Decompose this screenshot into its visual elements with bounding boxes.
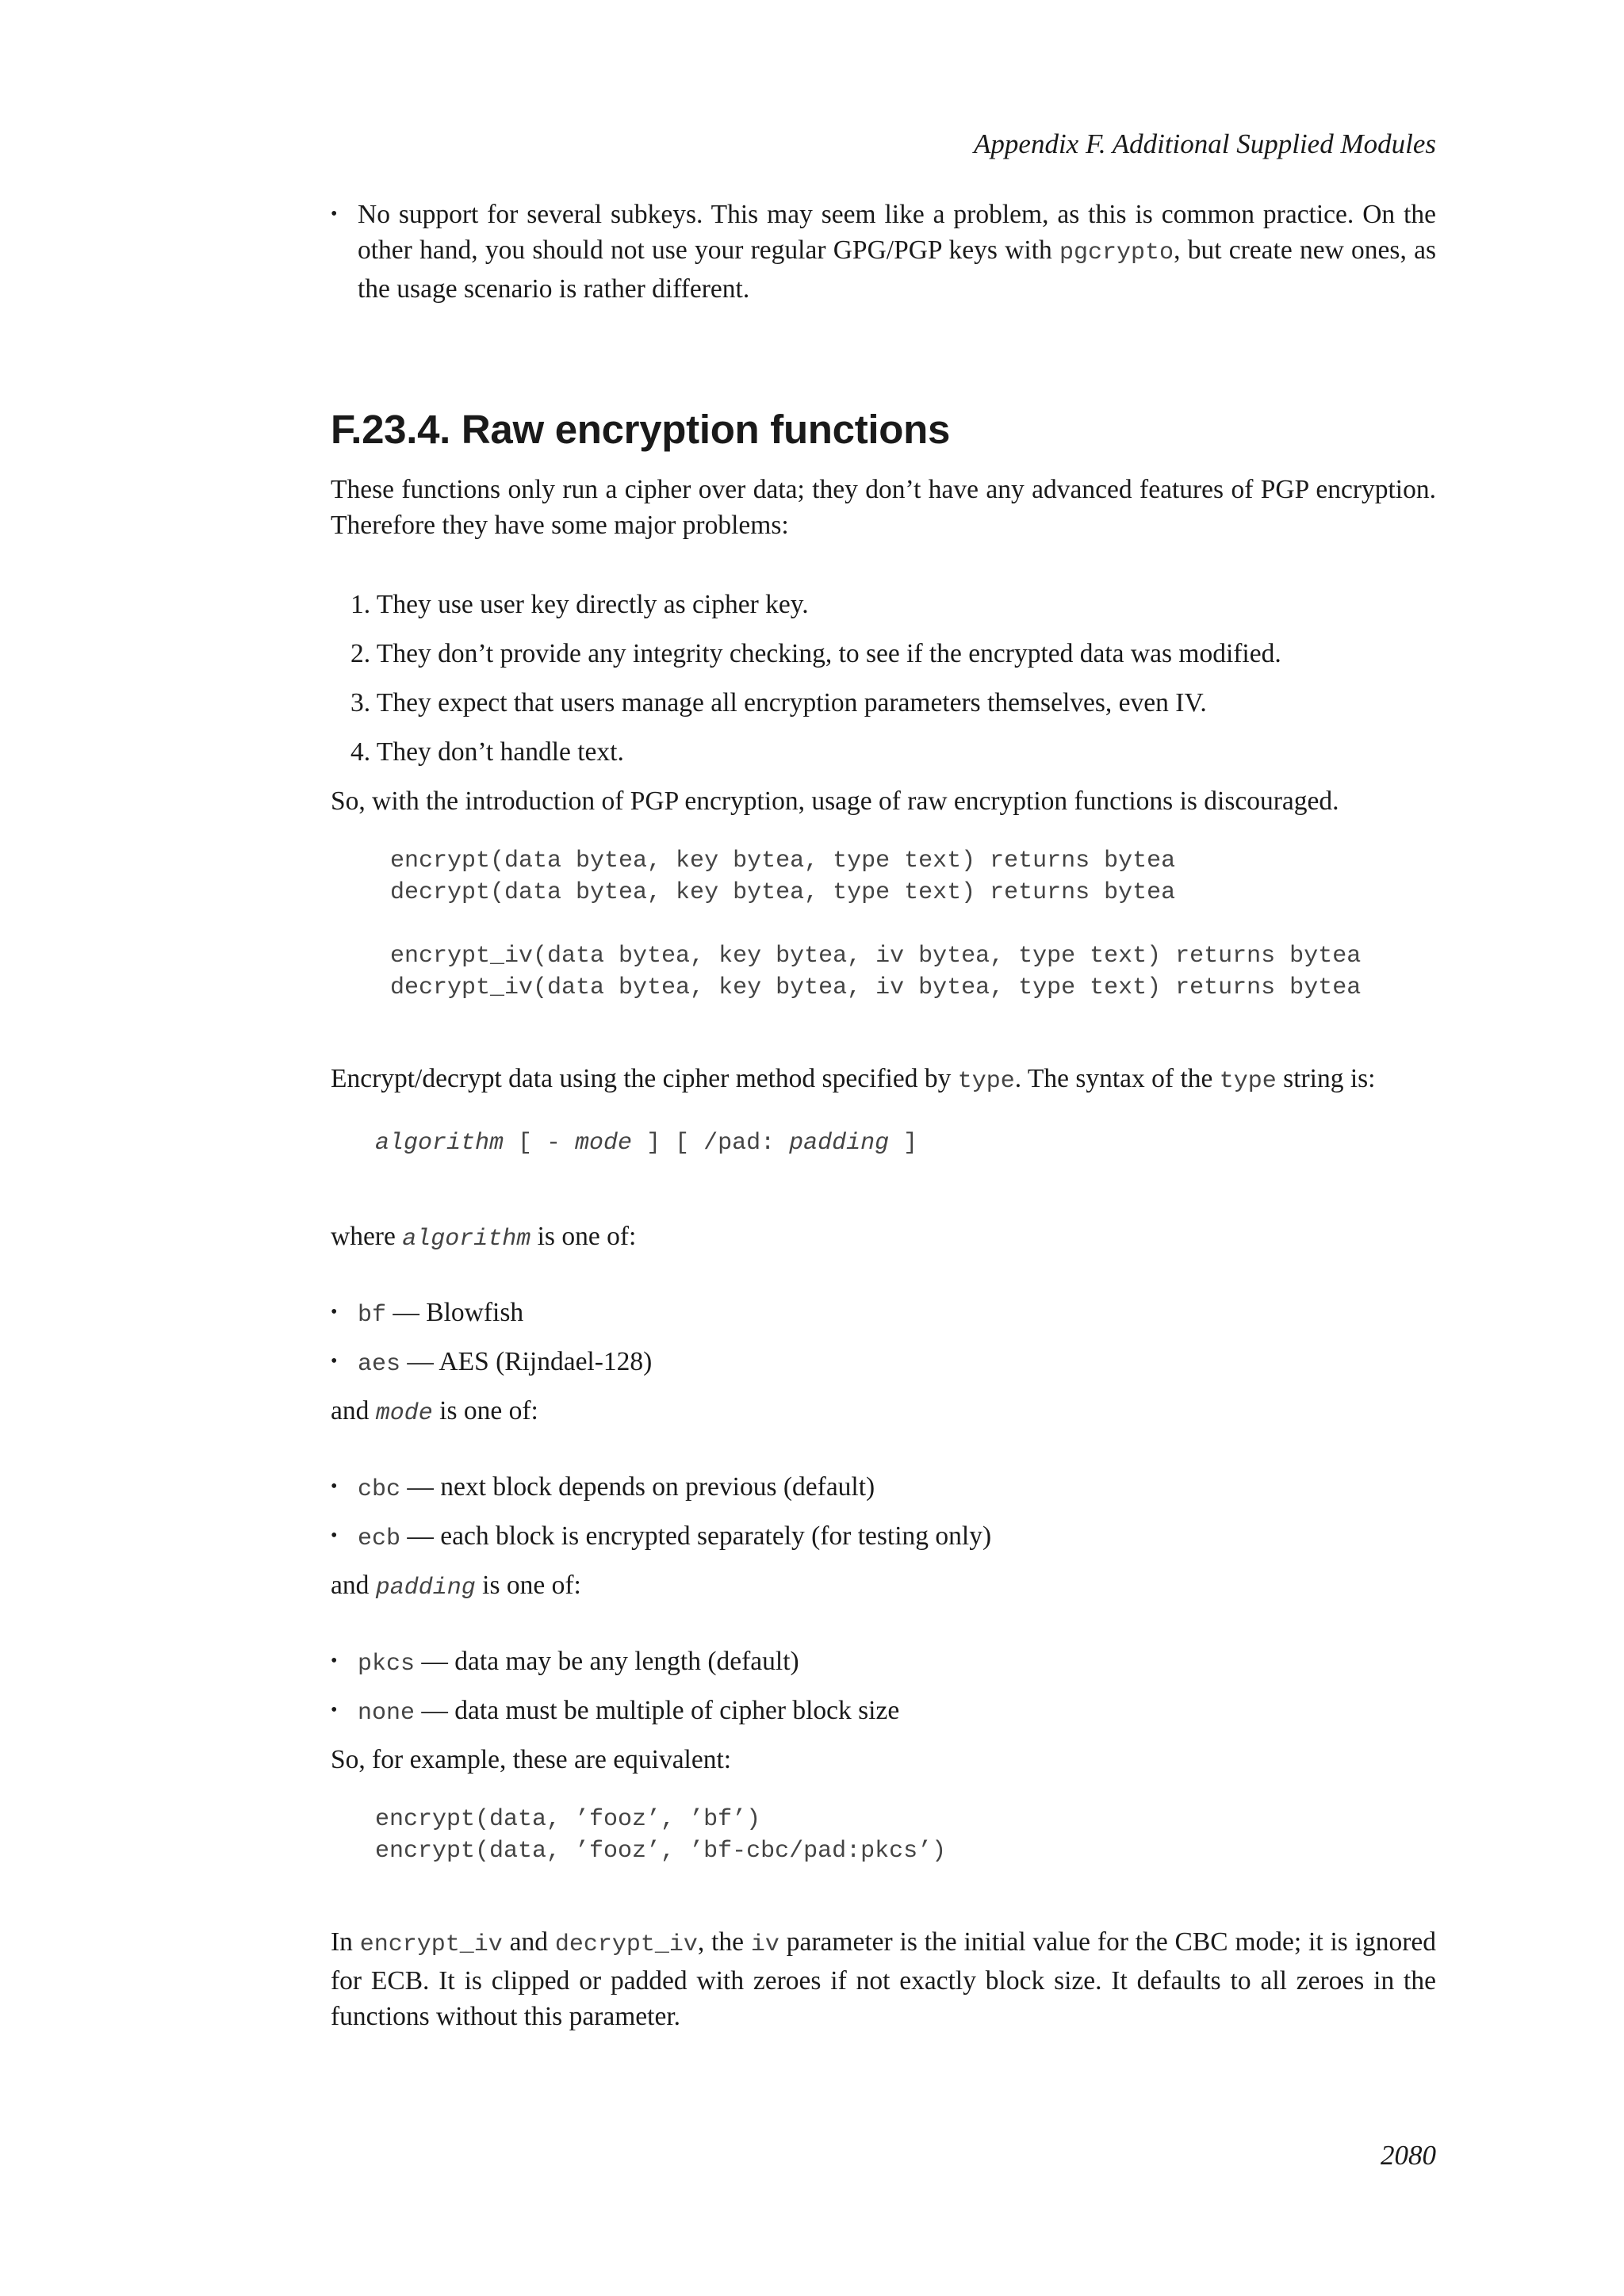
list-item: 4. They don’t handle text. [350,737,624,767]
paragraph: So, with the introduction of PGP encryption, usage of raw encryption functions is discouraged. [331,786,1339,816]
section-intro: These functions only run a cipher over data; they don’t have any advanced features of PGP encryption. Therefore they have some major problems: [331,475,1436,540]
paragraph: In encrypt_iv and decrypt_iv, the iv parameter is the initial value for the CBC mode; it is ignored for ECB. It is clipped or padded with zeroes if not exactly block size. It defaults to all zeroes in the functions without this parameter. [331,1927,1437,2031]
code-block-signatures: encrypt(data bytea, key bytea, type text) returns bytea decrypt(data bytea, key bytea, type text) returns bytea encrypt_iv(data bytea, key bytea, iv bytea, type text) returns bytea decrypt_iv(data bytea, key bytea, iv bytea, type text) returns bytea [390,848,1362,1001]
bullet-icon: • [331,1302,338,1322]
bullet-icon: • [331,1651,338,1671]
list-item: 2. They don’t provide any integrity checking, to see if the encrypted data was modified. [350,639,1281,668]
list-item: 3. They expect that users manage all encryption parameters themselves, even IV. [350,688,1207,718]
paragraph: and mode is one of: [331,1396,538,1427]
list-item: 1. They use user key directly as cipher key. [350,590,809,619]
document-page: Appendix F. Additional Supplied Modules • No support for several subkeys. This may seem like a problem, as this is common practice. On the other hand, you should not use your regular GPG/PGP keys with pgcrypto, but create new ones, as the usage scenario is rather different. F.23.4. Raw encryption functions These functions only run a cipher over data; they don’t have any advanced features of PGP encryption. Therefore they have some major problems: 1. They use user key directly as cipher key. 2. They don’t provide any integrity checking, to see if the encrypted data was modified. 3. They expect that users manage all encryption parameters themselves, even IV. 4. They don’t handle text. So, with the introduction of PGP encryption, usage of raw encryption functions is discouraged. encrypt(data bytea, key bytea, type text) returns bytea decrypt(data bytea, key bytea, type text) returns bytea encrypt_iv(data bytea, key bytea, iv bytea, type text) returns bytea decrypt_iv(data bytea, key bytea, iv bytea, type text) returns bytea Encrypt/decrypt data using the cipher method specified by type. The syntax of the type string is: algorithm [ - mode ] [ /pad: padding ] where algorithm is one of: • bf — Blowfish • aes — AES (Rijndael-128) and mode is one of: • cbc — next block depends on previous (default) • ecb — each block is encrypted separately (for testing only) and padding is one of: • pkcs — data may be any length (default) • none — data must be multiple of cipher block size So, for example, these are equivalent: encrypt(data, ’fooz’, ’bf’) encrypt(data, ’fooz’, ’bf-cbc/pad:pkcs’) In encrypt_iv and decrypt_iv, the iv parameter is the initial value for the CBC mode; it is ignored for ECB. It is clipped or padded with zeroes if not exactly block size. It defaults to all zeroes in the functions without this parameter. 2080 [0,0,1624,2296]
bullet-icon: • [331,1476,338,1497]
paragraph: where algorithm is one of: [331,1222,637,1253]
list-item: • No support for several subkeys. This may seem like a problem, as this is common practice. On the other hand, you should not use your regular GPG/PGP keys with pgcrypto, but create new ones, as the usage scenario is rather different. [331,197,1436,304]
paragraph: So, for example, these are equivalent: [331,1745,732,1774]
bullet-icon: • [331,1525,338,1546]
bullet-icon: • [331,204,338,224]
code-block-example: encrypt(data, ’fooz’, ’bf’) encrypt(data, ’fooz’, ’bf-cbc/pad:pkcs’) [375,1806,947,1865]
syntax-line: algorithm [ - mode ] [ /pad: padding ] [375,1130,918,1157]
bullet-icon: • [331,1700,338,1720]
running-header: Appendix F. Additional Supplied Modules [974,128,1436,159]
paragraph: and padding is one of: [331,1571,581,1601]
page-number: 2080 [1381,2140,1436,2171]
bullet-icon: • [331,1351,338,1372]
inline-code: pgcrypto [1059,239,1174,266]
paragraph: Encrypt/decrypt data using the cipher method specified by type. The syntax of the type string is: [331,1064,1376,1095]
section-heading: F.23.4. Raw encryption functions [331,407,951,452]
